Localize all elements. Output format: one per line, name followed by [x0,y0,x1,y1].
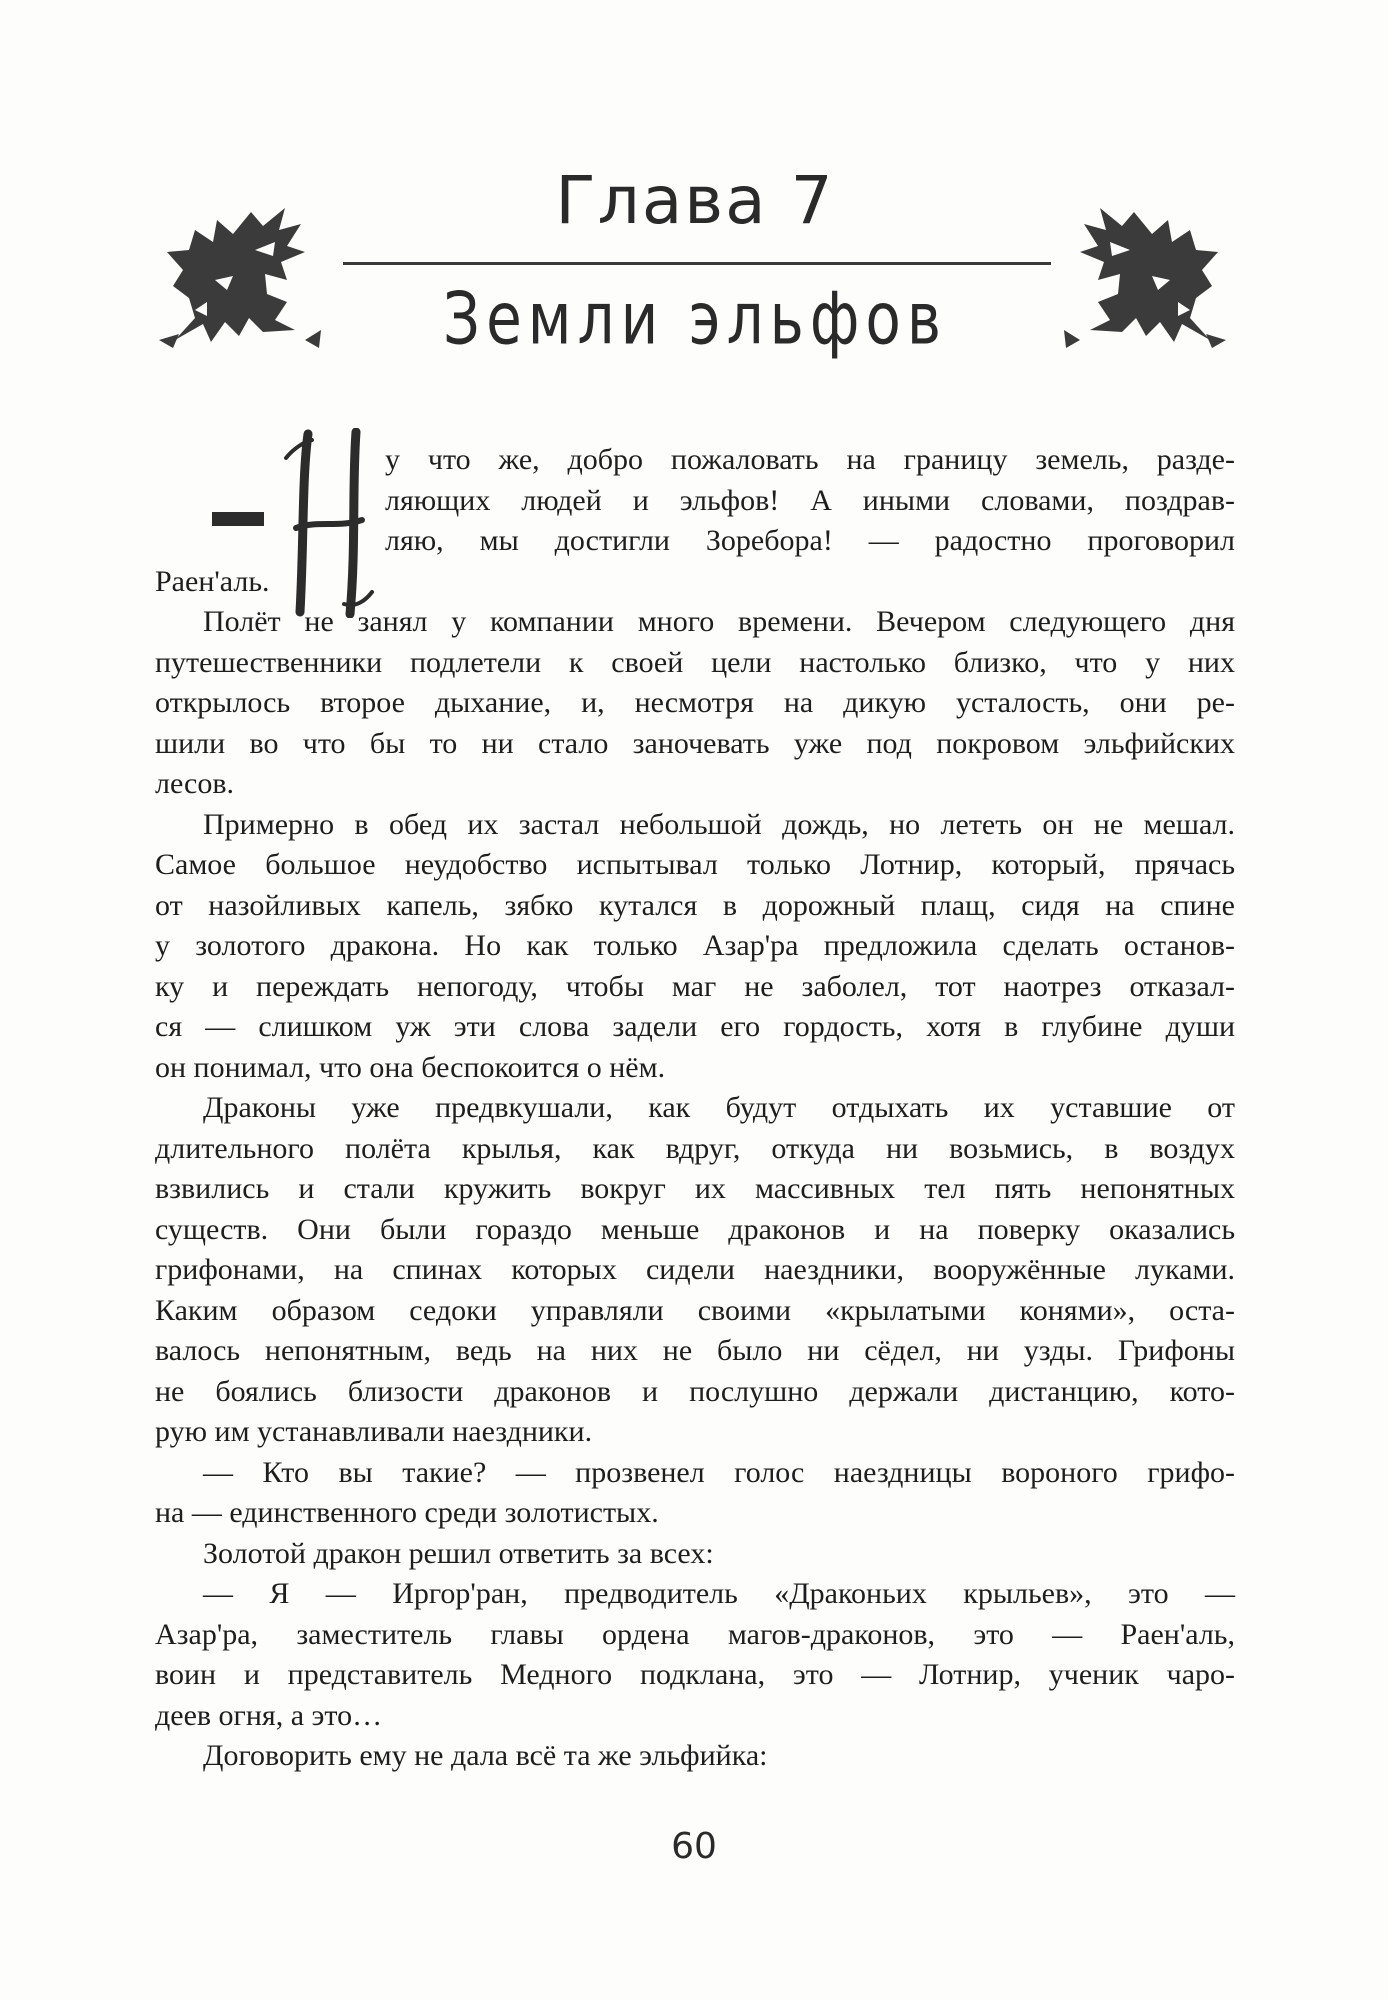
dragon-ornament-right [1060,190,1230,350]
text-line: ляю, мы достигли Зоребора! — радостно проговорил [385,524,1235,557]
text-line: шили во что бы то ни стало заночевать уже под покровом эльфийских [155,726,1235,760]
text-line: от назойливых капель, зябко кутался в дорожный плащ, сидя на спине [155,888,1235,922]
text-line: лесов. [155,767,235,800]
text-line: Драконы уже предвкушали, как будут отдыхать их уставшие от [203,1091,1235,1124]
text-line: на — единственного среди золотистых. [155,1496,659,1529]
body-text [155,440,1235,1777]
text-line: взвились и стали кружить вокруг их массивных тел пять непонятных [155,1172,1235,1205]
text-line: существ. Они были гораздо меньше драконов и на поверку оказались [155,1212,1235,1246]
text-line: путешественники подлетели к своей цели настолько близко, что у них [155,645,1235,679]
text-line: Каким образом седоки управляли своими «крылатыми конями», оста- [155,1293,1235,1327]
dragon-ornament-left [155,190,325,350]
text-line: у что же, добро пожаловать на границу земель, разде- [385,443,1235,476]
text-line: у золотого дракона. Но как только Азар'ра предложила сделать останов- [155,929,1235,962]
text-line: рую им устанавливали наездники. [155,1415,593,1448]
text-line: Примерно в обед их застал небольшой дождь, но лететь он не мешал. [203,807,1235,841]
text-line: ляющих людей и эльфов! А иными словами, поздрав- [385,483,1235,517]
text-line: длительного полёта крылья, как вдруг, откуда ни возьмись, в воздух [155,1131,1235,1165]
text-line: валось непонятным, ведь на них не было ни сёдел, ни узды. Грифоны [155,1334,1235,1367]
text-line: грифонами, на спинах которых сидели наездники, вооружённые луками. [155,1253,1235,1286]
page-number: 60 [671,1826,717,1867]
text-line: Самое большое неудобство испытывал только Лотнир, который, прячась [155,848,1235,881]
text-line: Азар'ра, заместитель главы ордена магов-драконов, это — Раен'аль, [155,1617,1235,1651]
title-divider [343,262,1051,265]
text-line: открылось второе дыхание, и, несмотря на дикую усталость, они ре- [155,686,1235,719]
text-line: не боялись близости драконов и послушно держали дистанцию, кото- [155,1374,1235,1408]
text-line: — Я — Иргор'ран, предводитель «Драконьих крыльев», это — [203,1577,1235,1610]
text-line: — Кто вы такие? — прозвенел голос наездницы вороного грифо- [203,1455,1235,1489]
text-line: воин и представитель Медного подклана, это — Лотнир, ученик чаро- [155,1658,1235,1691]
text-line: он понимал, что она беспокоится о нём. [155,1050,666,1084]
text-line: Полёт не занял у компании много времени. Вечером следующего дня [203,605,1235,638]
text-line: деев огня, а это… [155,1698,383,1732]
text-line: Договорить ему не дала всё та же эльфийка: [203,1739,768,1772]
text-line: Золотой дракон решил ответить за всех: [203,1536,714,1570]
chapter-title: Земли эльфов [442,275,948,361]
text-line: Раен'аль. [155,564,270,598]
chapter-number: Глава 7 [555,162,835,239]
text-line: ку и переждать непогоду, чтобы маг не заболел, тот наотрез отказал- [155,969,1235,1003]
text-line: ся — слишком уж эти слова задели его гордость, хотя в глубине души [155,1010,1235,1043]
